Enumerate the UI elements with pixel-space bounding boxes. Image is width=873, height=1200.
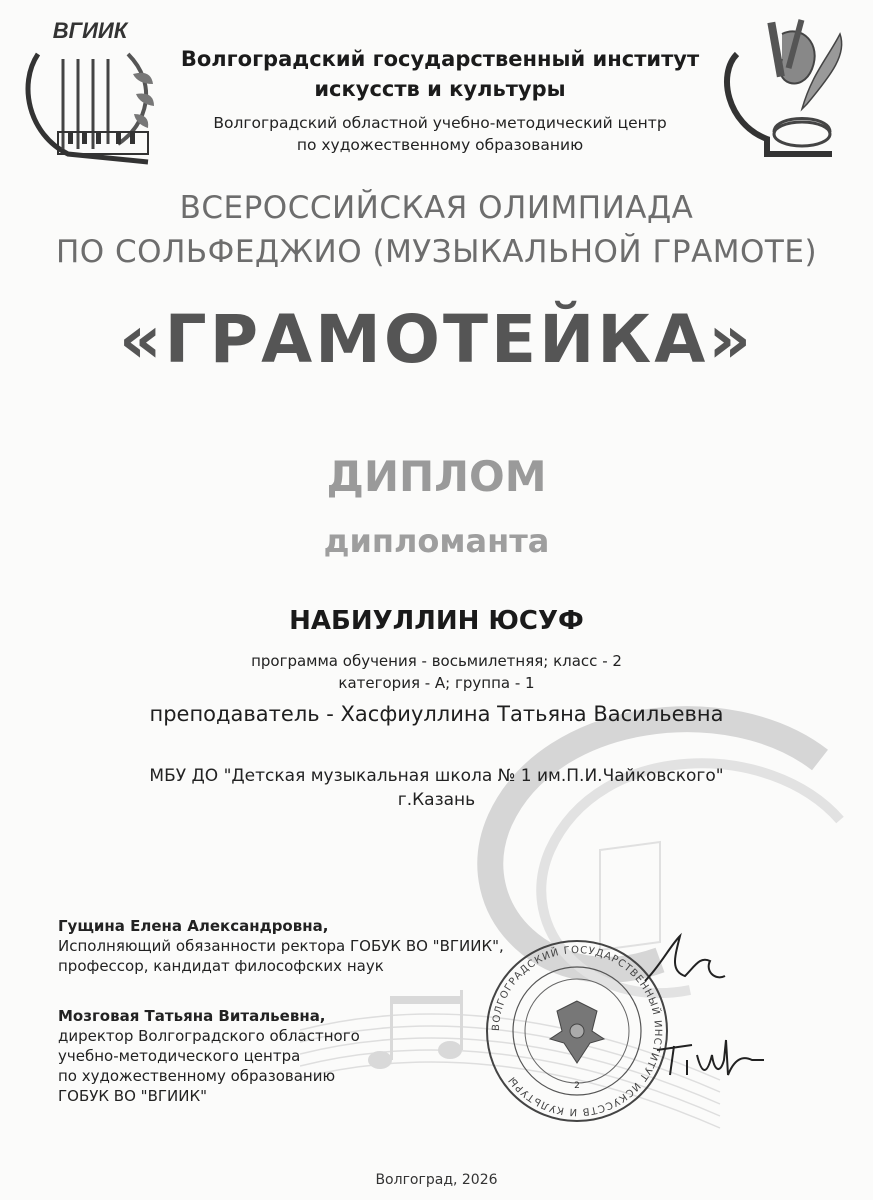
- center-name: [140, 112, 740, 156]
- program-line: программа обучения - восьмилетняя; класс - 2: [251, 652, 622, 670]
- diploma-subtitle: дипломанта: [323, 522, 550, 560]
- signer-title-line: Исполняющий обязанности ректора ГОБУК ВО "ВГИИК",: [58, 937, 504, 955]
- signer-title-line: директор Волгоградского областного: [58, 1027, 360, 1045]
- signer-name: Гущина Елена Александровна,: [58, 917, 329, 935]
- institute-line-1: Волгоградский государственный институт: [180, 47, 700, 71]
- footer-city-year: Волгоград, 2026: [375, 1172, 498, 1188]
- recipient-program-info: [0, 650, 873, 694]
- school-name: МБУ ДО "Детская музыкальная школа № 1 им.П.И.Чайковского": [149, 766, 724, 786]
- signer-title-line: ГОБУК ВО "ВГИИК": [58, 1087, 207, 1105]
- coat-of-arms-icon: [550, 1001, 604, 1063]
- school-info: [0, 764, 873, 812]
- center-line-2: по художественному образованию: [296, 136, 584, 154]
- signer-director: [58, 1006, 360, 1106]
- school-city: г.Казань: [397, 790, 476, 810]
- signature-director: [652, 1030, 772, 1090]
- teacher-line: преподаватель - Хасфиуллина Татьяна Васильевна: [149, 702, 724, 726]
- signer-name: Мозговая Татьяна Витальевна,: [58, 1007, 326, 1025]
- olympiad-title: [0, 186, 873, 274]
- signer-title-line: по художественному образованию: [58, 1067, 336, 1085]
- signer-rector: [58, 916, 504, 976]
- logo-text: ВГИИК: [52, 18, 128, 43]
- recipient-name: НАБИУЛЛИН ЮСУФ: [289, 606, 584, 636]
- institute-name: [140, 44, 740, 104]
- signature-rector: [640, 926, 730, 996]
- center-line-1: Волгоградский областной учебно-методический центр: [213, 114, 667, 132]
- seal-number: 2: [574, 1081, 580, 1091]
- category-line: категория - А; группа - 1: [338, 674, 535, 692]
- diploma-title: ДИПЛОМ: [326, 452, 547, 501]
- olympiad-line-1: ВСЕРОССИЙСКАЯ ОЛИМПИАДА: [179, 190, 694, 226]
- institute-line-2: искусств и культуры: [314, 77, 566, 101]
- olympiad-line-2: ПО СОЛЬФЕДЖИО (МУЗЫКАЛЬНОЙ ГРАМОТЕ): [55, 234, 818, 270]
- olympiad-name: «ГРАМОТЕЙКА»: [119, 301, 754, 378]
- signer-title-line: учебно-методического центра: [58, 1047, 301, 1065]
- signer-title-line: профессор, кандидат философских наук: [58, 957, 384, 975]
- seal-outer-text: ВОЛГОГРАДСКИЙ ГОСУДАРСТВЕННЫЙ ИНСТИТУТ ИСКУССТВ И КУЛЬТУРЫ: [490, 944, 664, 1118]
